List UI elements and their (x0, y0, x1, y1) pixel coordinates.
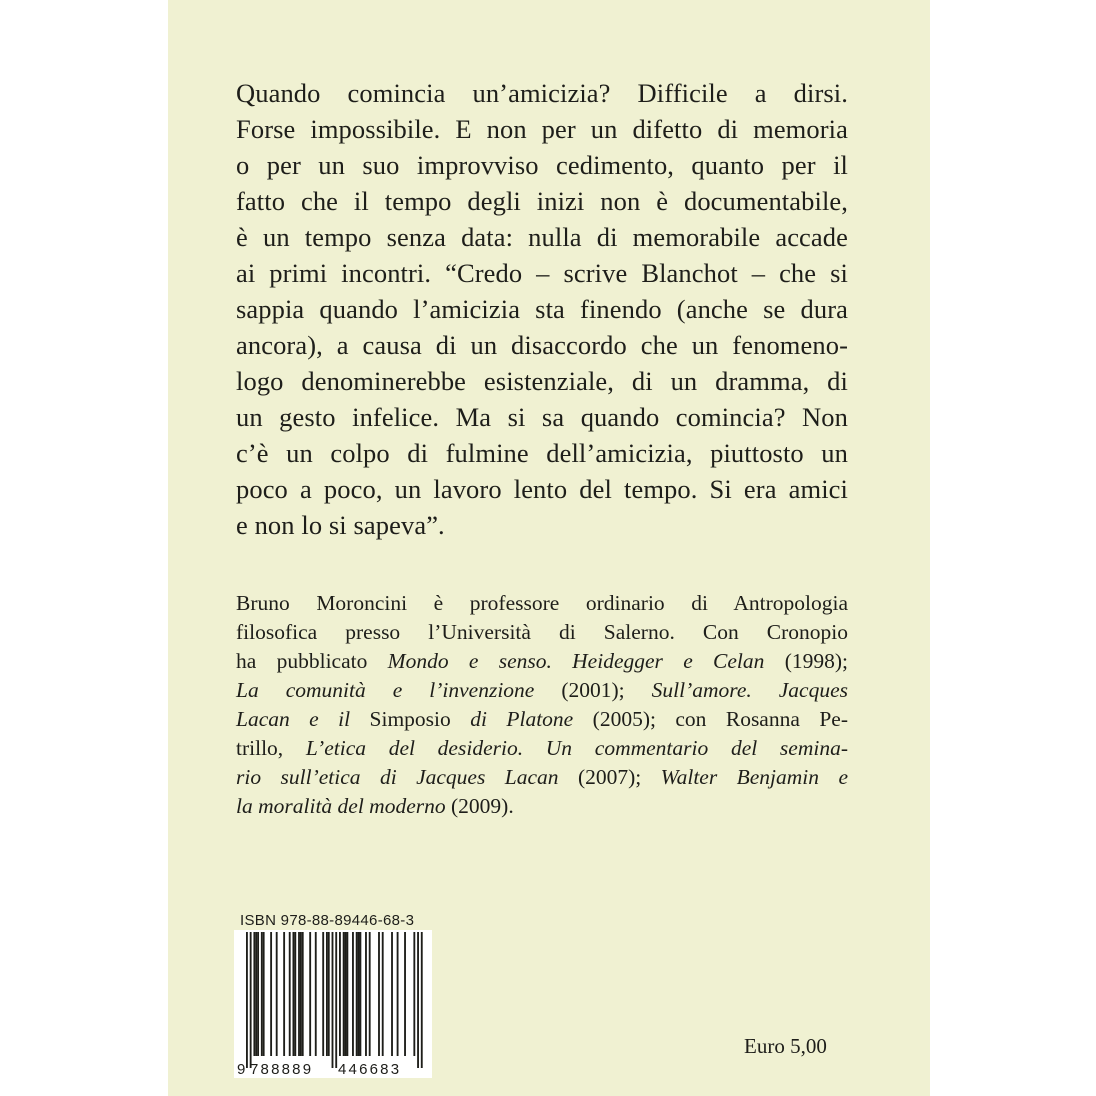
quote-line: Quando comincia un’amicizia? Difficile a dirsi. (236, 78, 848, 108)
book-title: Walter Benjamin e (660, 765, 848, 789)
book-title: L’etica del desiderio. Un commentario del semina- (305, 736, 848, 760)
book-title: Mondo e senso. Heidegger e Celan (387, 649, 765, 673)
barcode-digit: 9 (237, 1061, 246, 1078)
quote-line: o per un suo improvviso cedimento, quanto per il (236, 150, 848, 180)
barcode-bar (345, 932, 347, 1056)
barcode-bar (359, 932, 361, 1056)
barcode-bar (255, 932, 257, 1056)
bio-line: ha pubblicato Mondo e senso. Heidegger e Celan (1998); (236, 649, 848, 673)
price-label: Euro 5,00 (744, 1034, 827, 1058)
barcode-bar (358, 932, 360, 1056)
bio-line: la moralità del moderno (2009). (236, 794, 514, 818)
barcode-bar (378, 932, 380, 1056)
barcode-bar (413, 932, 415, 1056)
barcode-bar (261, 932, 263, 1056)
quote-line: logo denominerebbe esistenziale, di un dramma, di (236, 366, 848, 396)
barcode-bar (257, 932, 259, 1056)
barcode-bar (309, 932, 311, 1056)
bio-line: Bruno Moroncini è professore ordinario di Antropologia (236, 591, 848, 615)
quote-line: fatto che il tempo degli inizi non è documentabile, (236, 186, 848, 216)
barcode-bar (250, 932, 252, 1068)
barcode-bar (365, 932, 367, 1056)
book-title: La comunità e l’invenzione (236, 678, 535, 702)
barcode-bar (322, 932, 324, 1056)
barcode-bar (346, 932, 348, 1056)
quote-line: e non lo si sapeva”. (236, 510, 445, 540)
quote-line: c’è un colpo di fulmine dell’amicizia, piuttosto un (236, 438, 848, 468)
barcode-bar (283, 932, 285, 1056)
barcode-bar (294, 932, 296, 1056)
quote-line: è un tempo senza data: nulla di memorabile accade (236, 222, 848, 252)
barcode-bar (315, 932, 317, 1056)
barcode-bar (417, 932, 419, 1068)
barcode (234, 930, 432, 1078)
barcode-bar (246, 932, 248, 1068)
quote-line: sappia quando l’amicizia sta finendo (anche se dura (236, 294, 848, 324)
barcode-bar (335, 932, 337, 1068)
barcode-digits-right: 446683 (338, 1061, 402, 1078)
bio-line: trillo, L’etica del desiderio. Un commentario del semina- (236, 736, 848, 760)
barcode-bar (369, 932, 371, 1056)
barcode-bar (328, 932, 330, 1056)
isbn-label: ISBN 978-88-89446-68-3 (240, 912, 415, 929)
barcode-bar (382, 932, 384, 1056)
barcode-bar (404, 932, 406, 1056)
book-title: di Platone (470, 707, 574, 731)
barcode-bar (300, 932, 302, 1056)
bio-line: rio sull’etica di Jacques Lacan (2007); Walter Benjamin e (236, 765, 848, 789)
book-title: la moralità del moderno (236, 794, 446, 818)
bio-line: Lacan e il Simposio di Platone (2005); con Rosanna Pe- (236, 707, 848, 731)
barcode-bar (298, 932, 300, 1056)
barcode-bar (352, 932, 354, 1056)
barcode-digits-left: 788889 (250, 1061, 314, 1078)
barcode-bar (421, 932, 423, 1068)
quote-line: poco a poco, un lavoro lento del tempo. Si era amici (236, 474, 848, 504)
barcode-bar (302, 932, 304, 1056)
book-title: Sull’amore. Jacques (651, 678, 849, 702)
barcode-bar (391, 932, 393, 1056)
barcode-bar (289, 932, 291, 1056)
book-title: rio sull’etica di Jacques Lacan (236, 765, 559, 789)
quote-line: un gesto infelice. Ma si sa quando comincia? Non (236, 402, 848, 432)
book-title: Lacan e il (236, 707, 351, 731)
barcode-bar (356, 932, 358, 1056)
barcode-bar (276, 932, 278, 1056)
barcode-bar (332, 932, 334, 1068)
bio-line: filosofica presso l’Università di Salerno. Con Cronopio (236, 620, 848, 644)
quote-line: ancora), a causa di un disaccordo che un fenomeno- (236, 330, 848, 360)
barcode-bar (253, 932, 255, 1056)
barcode-bar (397, 932, 399, 1056)
barcode-bar (339, 932, 341, 1056)
quote-line: Forse impossibile. E non per un difetto di memoria (236, 114, 848, 144)
barcode-bar (270, 932, 272, 1056)
bio-line: La comunità e l’invenzione (2001); Sull’amore. Jacques (236, 678, 849, 702)
barcode-bar (343, 932, 345, 1056)
barcode-bar (326, 932, 328, 1056)
quote-line: ai primi incontri. “Credo – scrive Blanchot – che si (236, 258, 848, 288)
barcode-bar (293, 932, 295, 1056)
barcode-bar (263, 932, 265, 1056)
